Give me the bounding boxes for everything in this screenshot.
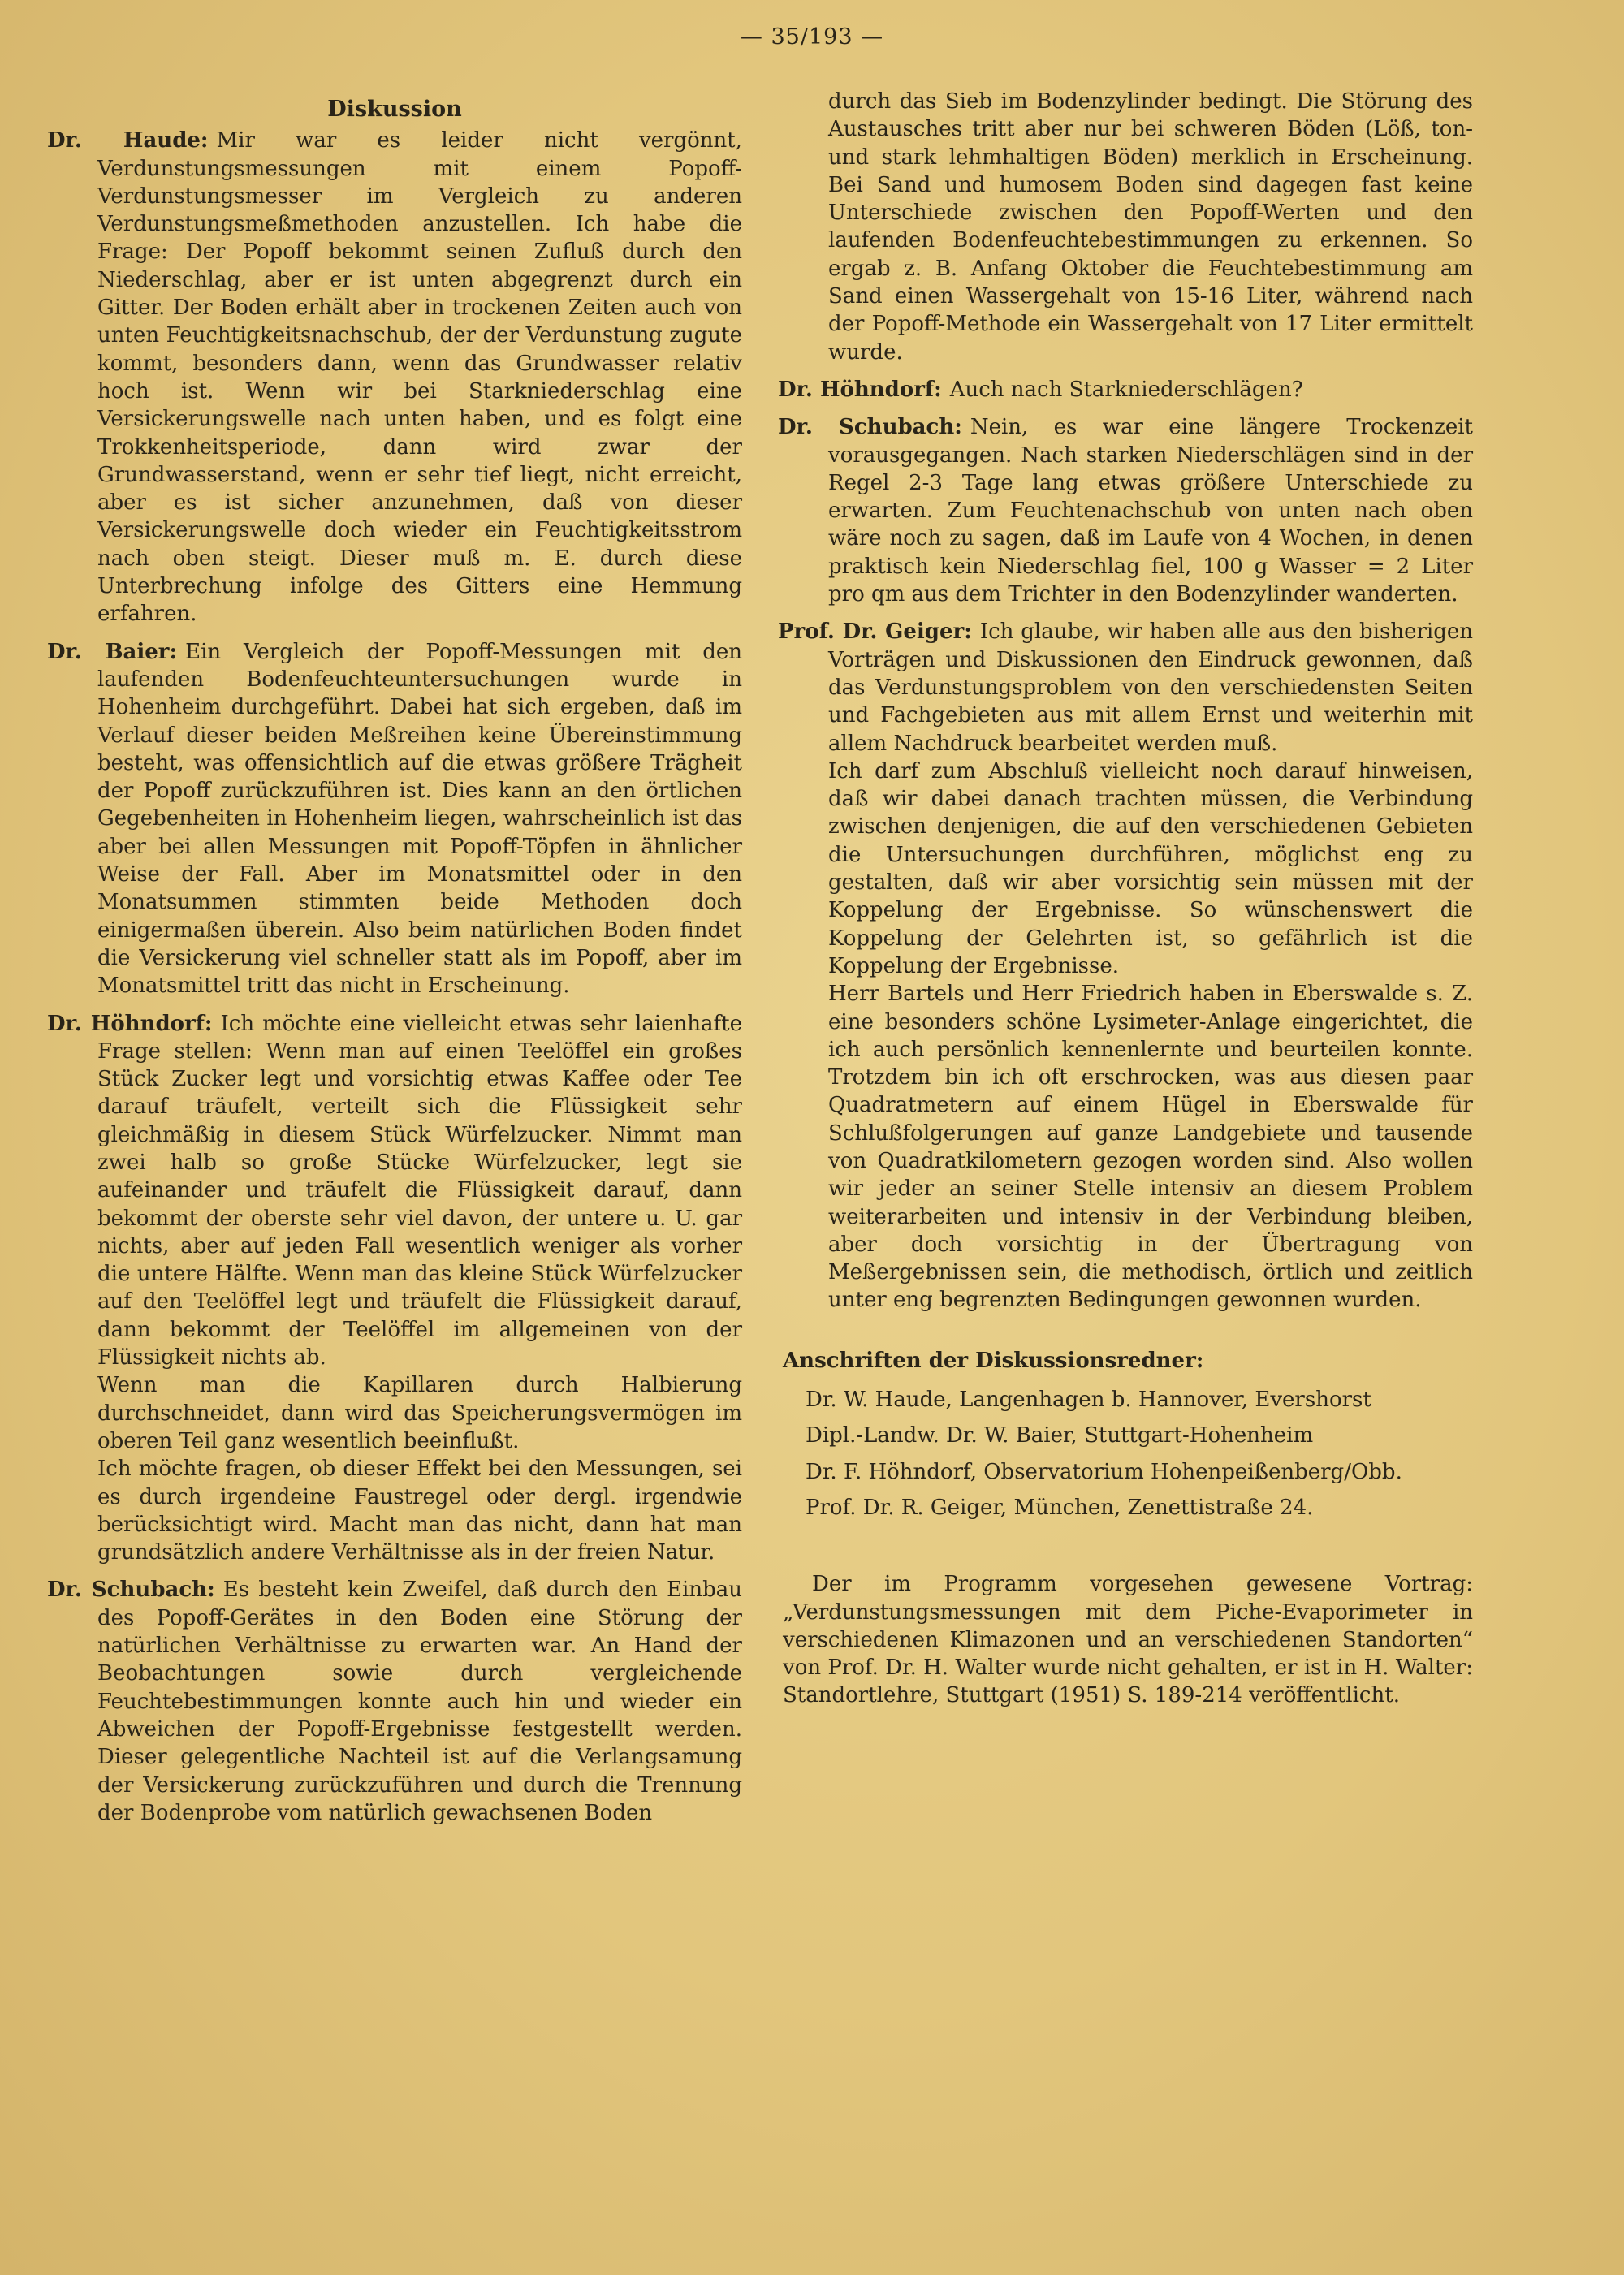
speech-paragraph: Nein, es war eine längere Trockenzeit vorausgegangen. Nach starken Niederschlägen sind in der Regel 2-3 Tage lang etwas größere Unterschiede zu erwarten. Zum Feuchtenachschub von unten nach oben wäre noch zu sagen, daß im Laufe von 4 Wochen, in denen praktisch kein Niederschlag fiel, 100 g Wasser = 2 Liter pro qm aus dem Trichter in den Bodenzylinder wanderten. (828, 415, 1473, 607)
speech-paragraph: Auch nach Starkniederschlägen? (949, 377, 1303, 402)
right-column (778, 88, 1473, 1710)
speech-schubach (47, 1576, 742, 1827)
speech-paragraph: Wenn man die Kapillaren durch Halbierung durchschneidet, dann wird das Speicherungsvermögen im oberen Teil ganz wesentlich beeinflußt. (97, 1373, 742, 1453)
speaker-name: Dr. Höhndorf: (47, 1011, 213, 1036)
closing-note: Der im Programm vorgesehen gewesene Vortrag: „Verdunstungsmessungen mit dem Piche-Evaporimeter in verschiedenen Klimazonen und an verschiedenen Standorten“ von Prof. Dr. H. Walter wurde nicht gehalten, er ist in H. Walter: Standortlehre, Stuttgart (1951) S. 189-214 veröffentlicht. (783, 1572, 1473, 1708)
speech-paragraph: Herr Bartels und Herr Friedrich haben in Eberswalde s. Z. eine besonders schöne Lysimeter-Anlage eingerichtet, die ich auch persönlich kennenlernte und beurteilen konnte. Trotzdem bin ich oft erschrocken, was aus diesen paar Quadratmetern auf einem Hügel in Eberswalde für Schlußfolgerungen auf ganze Landgebiete und tausende von Quadratkilometern gezogen worden sind. Also wollen wir jeder an seiner Stelle intensiv an diesem Problem weiterarbeiten und intensiv in der Verbindung bleiben, aber doch vorsichtig in der Übertragung von Meßergebnissen sein, die methodisch, örtlich und zeitlich unter eng begrenzten Bedingungen gewonnen wurden. (828, 982, 1473, 1313)
speech-paragraph: Ich darf zum Abschluß vielleicht noch darauf hinweisen, daß wir dabei danach trachten müssen, die Verbindung zwischen denjenigen, die auf den verschiedenen Gebieten die Untersuchungen durchführen, möglichst eng zu gestalten, daß wir aber vorsichtig sein müssen mit der Koppelung der Ergebnisse. So wünschenswert die Koppelung der Gelehrten ist, so gefährlich ist die Koppelung der Ergebnisse. (828, 758, 1473, 978)
speech-continuation (778, 88, 1473, 366)
speaker-name: Dr. Schubach: (47, 1578, 215, 1603)
speech-paragraph: Es besteht kein Zweifel, daß durch den Einbau des Popoff-Gerätes in den Boden eine Störung der natürlichen Verhältnisse zu erwarten war. An Hand der Beobachtungen sowie durch vergleichende Feuchtebestimmungen konnte auch hin und wieder ein Abweichen der Popoff-Ergebnisse festgestellt werden. Dieser gelegentliche Nachteil ist auf die Verlangsamung der Versickerung zurückzuführen und durch die Trennung der Bodenprobe vom natürlich gewachsenen Boden (97, 1578, 743, 1825)
address-item: Dr. F. Höhndorf, Observatorium Hohenpeißenberg/Obb. (806, 1459, 1402, 1484)
speech-haude (47, 127, 742, 628)
speech-paragraph: Ich glaube, wir haben alle aus den bisherigen Vorträgen und Diskussionen den Eindruck gewonnen, daß das Verdunstungsproblem von den verschiedensten Seiten und Fachgebieten aus mit allem Ernst und weiterhin mit allem Nachdruck bearbeitet werden muß. (828, 619, 1473, 756)
address-item: Dr. W. Haude, Langenhagen b. Hannover, Evershorst (806, 1388, 1371, 1413)
left-column (47, 88, 742, 1837)
speech-paragraph: Ein Vergleich der Popoff-Messungen mit den laufenden Bodenfeuchteuntersuchungen wurde in Hohenheim durchgeführt. Dabei hat sich ergeben, daß im Verlauf dieser beiden Meßreihen keine Übereinstimmung besteht, was offensichtlich auf die etwas größere Trägheit der Popoff zurückzuführen ist. Dies kann an den örtlichen Gegebenheiten in Hohenheim liegen, wahrscheinlich ist das aber bei allen Messungen mit Popoff-Töpfen in ähnlicher Weise der Fall. Aber im Monatsmittel oder in den Monatsummen stimmten beide Methoden doch einigermaßen überein. Also beim natürlichen Boden findet die Versickerung viel schneller statt als im Popoff, aber im Monatsmittel tritt das nicht in Erscheinung. (97, 639, 742, 999)
speech-paragraph: durch das Sieb im Bodenzylinder bedingt. Die Störung des Austausches tritt aber nur bei schweren Böden (Löß, ton- und stark lehmhaltigen Böden) merklich in Erscheinung. Bei Sand und humosem Boden sind dagegen fast keine Unterschiede zwischen den Popoff-Werten und den laufenden Bodenfeuchtebestimmungen zu erkennen. So ergab z. B. Anfang Oktober die Feuchtebestimmung am Sand einen Wassergehalt von 15-16 Liter, während nach der Popoff-Methode ein Wassergehalt von 17 Liter ermittelt wurde. (828, 89, 1473, 365)
speaker-name: Dr. Schubach: (778, 415, 962, 440)
speech-paragraph: Ich möchte fragen, ob dieser Effekt bei den Messungen, sei es durch irgendeine Faustregel oder dergl. irgendwie berücksichtigt wird. Macht man das nicht, dann hat man grundsätzlich andere Verhältnisse als in der freien Natur. (97, 1457, 742, 1565)
speaker-name: Dr. Haude: (47, 128, 209, 153)
speech-schubach-answer (778, 413, 1473, 608)
address-item: Prof. Dr. R. Geiger, München, Zenettistraße 24. (806, 1495, 1314, 1520)
address-item: Dipl.-Landw. Dr. W. Baier, Stuttgart-Hohenheim (806, 1423, 1314, 1448)
speech-paragraph: Ich möchte eine vielleicht etwas sehr laienhafte Frage stellen: Wenn man auf einen Teelöffel ein großes Stück Zucker legt und vorsichtig etwas Kaffee oder Tee darauf träufelt, verteilt sich die Flüssigkeit sehr gleichmäßig in diesem Stück Würfelzucker. Nimmt man zwei halb so große Stücke Würfelzucker, legt sie aufeinander und träufelt die Flüssigkeit darauf, dann bekommt der oberste sehr viel davon, der untere u. U. gar nichts, aber auf jeden Fall wesentlich weniger als vorher die untere Hälfte. Wenn man das kleine Stück Würfelzucker auf den Teelöffel legt und träufelt die Flüssigkeit darauf, dann bekommt der Teelöffel im allgemeinen von der Flüssigkeit nichts ab. (97, 1011, 742, 1371)
page-number: — 35/193 — (740, 24, 884, 50)
speech-hoehndorf-question (778, 376, 1473, 404)
discussion-title: Diskussion (327, 97, 462, 122)
addresses-title: Anschriften der Diskussionsredner: (783, 1348, 1204, 1373)
speech-paragraph: Mir war es leider nicht vergönnt, Verdunstungsmessungen mit einem Popoff-Verdunstungsmesser im Vergleich zu anderen Verdunstungsmeßmethoden anzustellen. Ich habe die Frage: Der Popoff bekommt seinen Zufluß durch den Niederschlag, aber er ist unten abgegrenzt durch ein Gitter. Der Boden erhält aber in trockenen Zeiten auch von unten Feuchtigkeitsnachschub, der der Verdunstung zugute kommt, besonders dann, wenn das Grundwasser relativ hoch ist. Wenn wir bei Starkniederschlag eine Versickerungswelle nach unten haben, und es folgt eine Trokkenheitsperiode, dann wird zwar der Grundwasserstand, wenn er sehr tief liegt, nicht erreicht, aber es ist sicher anzunehmen, daß von dieser Versickerungswelle doch wieder ein Feuchtigkeitsstrom nach oben steigt. Dieser muß m. E. durch diese Unterbrechung infolge des Gitters eine Hemmung erfahren. (97, 128, 742, 627)
speech-geiger (778, 618, 1473, 1314)
speech-hoehndorf (47, 1010, 742, 1567)
speaker-name: Dr. Baier: (47, 639, 178, 664)
speech-baier (47, 638, 742, 1000)
speaker-name: Dr. Höhndorf: (778, 377, 942, 402)
speaker-name: Prof. Dr. Geiger: (778, 619, 972, 645)
